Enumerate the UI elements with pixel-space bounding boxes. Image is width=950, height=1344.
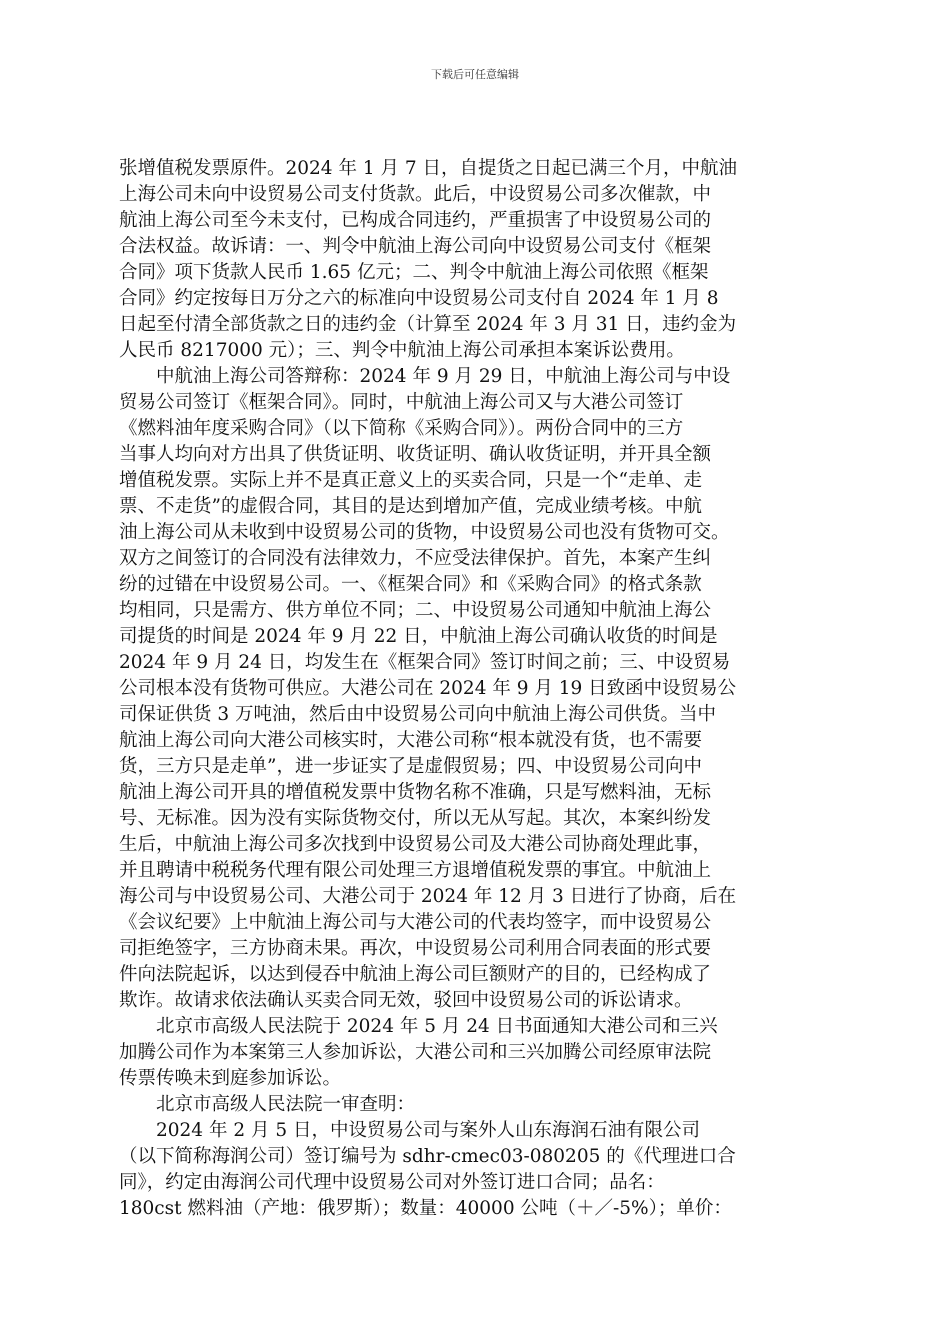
paragraph-start-line: 2024 年 2 月 5 日，中设贸易公司与案外人山东海润石油有限公司 <box>156 1120 701 1141</box>
paragraph-start-line: 北京市高级人民法院一审查明： <box>156 1094 416 1115</box>
paragraph-start-line: 北京市高级人民法院于 2024 年 5 月 24 日书面通知大港公司和三兴 <box>156 1016 718 1037</box>
text-line: 货，三方只是走单”，进一步证实了是虚假贸易；四、中设贸易公司向中 <box>119 756 702 777</box>
text-line: 油上海公司从未收到中设贸易公司的货物，中设贸易公司也没有货物可交。 <box>119 522 730 543</box>
text-line: 180cst 燃料油（产地：俄罗斯）；数量：40000 公吨（＋／-5%）；单价： <box>119 1198 732 1219</box>
text-line: 票、不走货”的虚假合同，其目的是达到增加产值，完成业绩考核。中航 <box>119 496 702 517</box>
text-line: 日起至付清全部货款之日的违约金（计算至 2024 年 3 月 31 日，违约金为 <box>119 314 737 335</box>
text-line: 《燃料油年度采购合同》（以下简称《采购合同》）。两份合同中的三方 <box>119 418 684 439</box>
text-line: 同》，约定由海润公司代理中设贸易公司对外签订进口合同；品名： <box>119 1172 665 1193</box>
text-line: 人民币 8217000 元）；三、判令中航油上海公司承担本案诉讼费用。 <box>119 340 685 361</box>
document-body <box>119 156 839 1222</box>
text-line: 合法权益。故诉请：一、判令中航油上海公司向中设贸易公司支付《框架 <box>119 236 712 257</box>
text-line: 海公司与中设贸易公司、大港公司于 2024 年 12 月 3 日进行了协商，后在 <box>119 886 737 907</box>
text-line: 司保证供货 3 万吨油，然后由中设贸易公司向中航油上海公司供货。当中 <box>119 704 717 725</box>
text-line: 均相同，只是需方、供方单位不同；二、中设贸易公司通知中航油上海公 <box>119 600 712 621</box>
text-line: 2024 年 9 月 24 日，均发生在《框架合同》签订时间之前；三、中设贸易 <box>119 652 731 673</box>
text-line: 合同》项下货款人民币 1.65 亿元；二、判令中航油上海公司依照《框架 <box>119 262 709 283</box>
text-line: 上海公司未向中设贸易公司支付货款。此后，中设贸易公司多次催款，中 <box>119 184 712 205</box>
text-line: 件向法院起诉，以达到侵吞中航油上海公司巨额财产的目的，已经构成了 <box>119 964 712 985</box>
text-line: 生后，中航油上海公司多次找到中设贸易公司及大港公司协商处理此事， <box>119 834 712 855</box>
text-line: 《会议纪要》上中航油上海公司与大港公司的代表均签字，而中设贸易公 <box>119 912 712 933</box>
text-line: 当事人均向对方出具了供货证明、收货证明、确认收货证明，并开具全额 <box>119 444 712 465</box>
text-line: 贸易公司签订《框架合同》。同时，中航油上海公司又与大港公司签订 <box>119 392 684 413</box>
text-line: 双方之间签订的合同没有法律效力，不应受法律保护。首先，本案产生纠 <box>119 548 712 569</box>
text-line: 号、无标准。因为没有实际货物交付，所以无从写起。其次，本案纠纷发 <box>119 808 712 829</box>
text-line: 纷的过错在中设贸易公司。一、《框架合同》和《采购合同》的格式条款 <box>119 574 702 595</box>
text-line: 航油上海公司开具的增值税发票中货物名称不准确，只是写燃料油，无标 <box>119 782 712 803</box>
paragraph-start-line: 中航油上海公司答辩称：2024 年 9 月 29 日，中航油上海公司与中设 <box>156 366 731 387</box>
text-line: 合同》约定按每日万分之六的标准向中设贸易公司支付自 2024 年 1 月 8 <box>119 288 719 309</box>
text-line: 司拒绝签字，三方协商未果。再次，中设贸易公司利用合同表面的形式要 <box>119 938 712 959</box>
text-line: 航油上海公司向大港公司核实时，大港公司称“根本就没有货，也不需要 <box>119 730 702 751</box>
text-line: 并且聘请中税税务代理有限公司处理三方退增值税发票的事宜。中航油上 <box>119 860 712 881</box>
text-line: 加腾公司作为本案第三人参加诉讼，大港公司和三兴加腾公司经原审法院 <box>119 1042 712 1063</box>
text-line: 公司根本没有货物可供应。大港公司在 2024 年 9 月 19 日致函中设贸易公 <box>119 678 737 699</box>
text-line: 航油上海公司至今未支付，已构成合同违约，严重损害了中设贸易公司的 <box>119 210 712 231</box>
text-line: 欺诈。故请求依法确认买卖合同无效，驳回中设贸易公司的诉讼请求。 <box>119 990 693 1011</box>
text-line: 司提货的时间是 2024 年 9 月 22 日，中航油上海公司确认收货的时间是 <box>119 626 718 647</box>
text-line: 增值税发票。实际上并不是真正意义上的买卖合同，只是一个“走单、走 <box>119 470 702 491</box>
text-line: 张增值税发票原件。2024 年 1 月 7 日，自提货之日起已满三个月，中航油 <box>119 158 738 179</box>
text-line: （以下简称海润公司）签订编号为 sdhr-cmec03-080205 的《代理进口合 <box>119 1146 736 1167</box>
page-header: 下载后可任意编辑 <box>431 68 519 81</box>
text-line: 传票传唤未到庭参加诉讼。 <box>119 1068 342 1089</box>
